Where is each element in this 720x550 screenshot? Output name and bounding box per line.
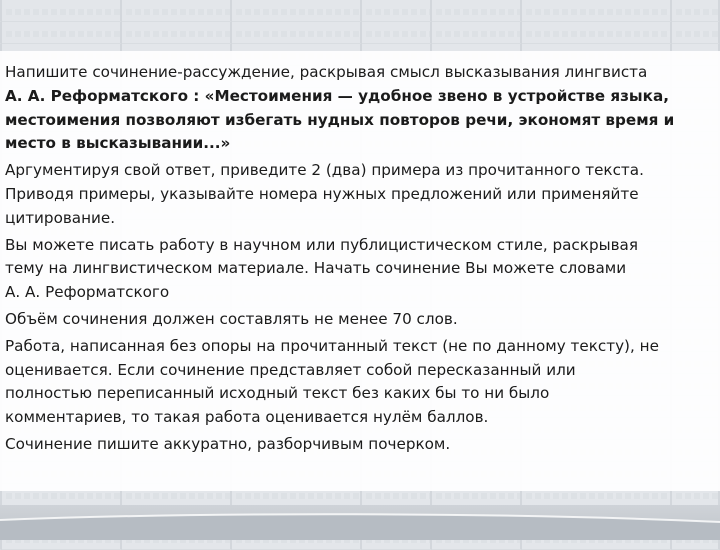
text-line: Объём сочинения должен составлять не менее 70 слов. bbox=[5, 309, 458, 328]
background-cell bbox=[672, 0, 720, 22]
text-line: Приводя примеры, указывайте номера нужных предложений или применяйте bbox=[5, 184, 639, 203]
argument-instruction bbox=[5, 159, 710, 230]
background-cell bbox=[2, 0, 122, 22]
text-line: тему на лингвистическом материале. Начать сочинение Вы можете словами bbox=[5, 259, 627, 278]
background-cell bbox=[232, 0, 362, 22]
task-prompt-line: Напишите сочинение-рассуждение, раскрывая смысл высказывания лингвиста bbox=[5, 63, 648, 81]
length-requirement bbox=[5, 308, 710, 332]
quote-line: место в высказывании...» bbox=[5, 134, 231, 153]
style-instruction bbox=[5, 234, 710, 305]
background-cell bbox=[362, 22, 432, 44]
text-line: комментариев, то такая работа оценивается нулём баллов. bbox=[5, 408, 489, 427]
text-line: Сочинение пишите аккуратно, разборчивым почерком. bbox=[5, 434, 451, 453]
text-line: Вы можете писать работу в научном или публицистическом стиле, раскрывая bbox=[5, 235, 638, 254]
background-cell bbox=[122, 22, 232, 44]
background-cell bbox=[522, 22, 672, 44]
document-body bbox=[5, 61, 710, 460]
text-line: Аргументируя свой ответ, приведите 2 (два) примера из прочитанного текста. bbox=[5, 161, 644, 180]
quote-line: местоимения позволяют избегать нудных повторов речи, экономят время и bbox=[5, 110, 675, 129]
background-cell bbox=[522, 0, 672, 22]
background-cell bbox=[232, 22, 362, 44]
text-line: оценивается. Если сочинение представляет собой пересказанный или bbox=[5, 360, 576, 379]
text-line: полностью переписанный исходный текст без каких бы то ни было bbox=[5, 384, 550, 403]
decorative-wave bbox=[0, 510, 720, 540]
background-cell bbox=[672, 22, 720, 44]
background-cell bbox=[122, 0, 232, 22]
background-cell bbox=[2, 22, 122, 44]
text-line: Работа, написанная без опоры на прочитанный текст (не по данному тексту), не bbox=[5, 336, 659, 355]
background-cell bbox=[432, 0, 522, 22]
text-line: цитирование. bbox=[5, 208, 116, 227]
quote-line: А. А. Реформатского : «Местоимения — удобное звено в устройстве языка, bbox=[5, 86, 669, 105]
background-cell bbox=[432, 22, 522, 44]
grading-rules bbox=[5, 335, 710, 430]
handwriting-instruction bbox=[5, 433, 710, 457]
text-line: А. А. Реформатского bbox=[5, 283, 170, 302]
task-prompt bbox=[5, 61, 710, 156]
background-cell bbox=[362, 0, 432, 22]
